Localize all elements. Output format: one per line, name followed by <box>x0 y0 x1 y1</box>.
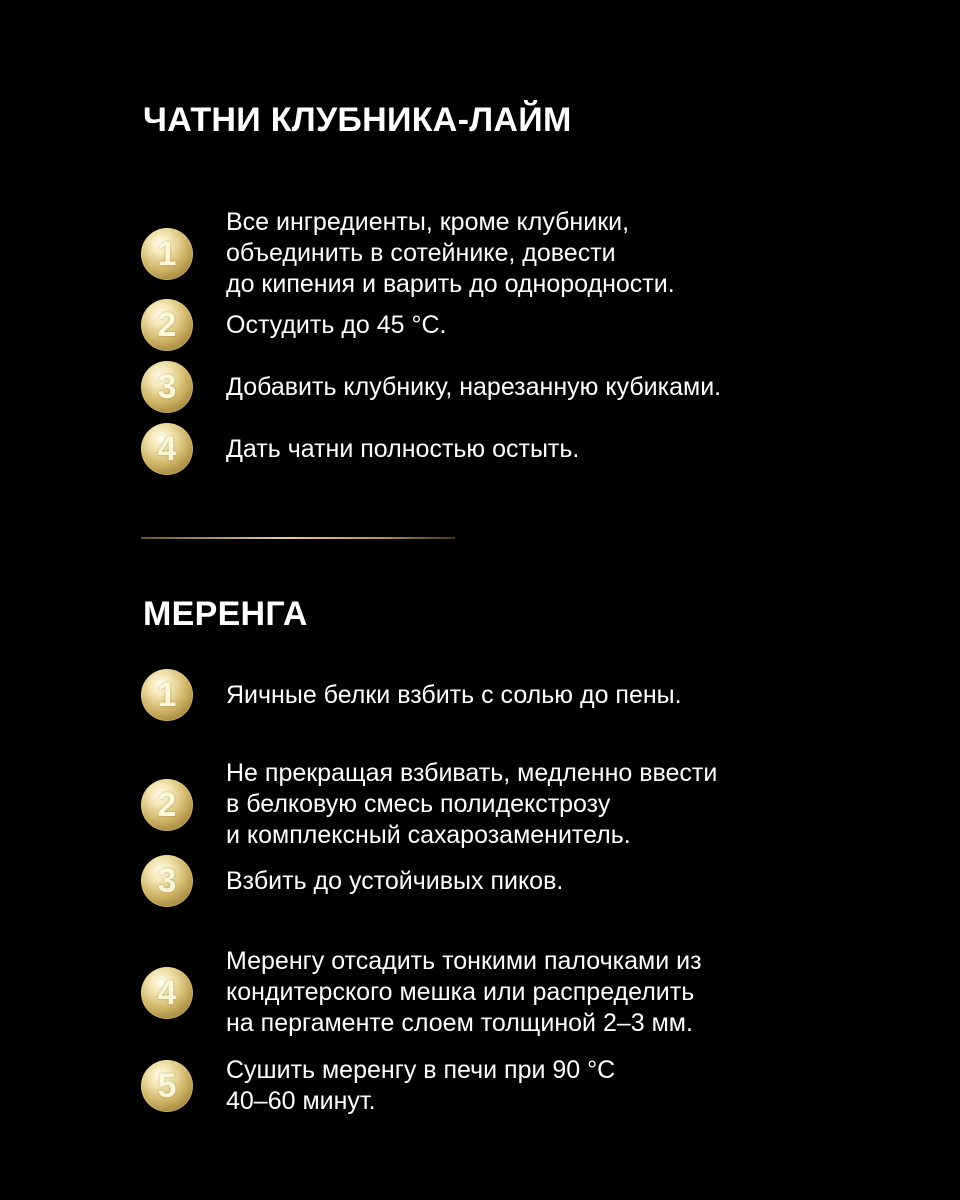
step-number-badge: 4 <box>141 423 193 475</box>
step-number-badge: 1 <box>141 669 193 721</box>
section-title-chutney: ЧАТНИ КЛУБНИКА-ЛАЙМ <box>143 101 572 139</box>
chutney-step-3 <box>141 361 821 413</box>
step-number-badge: 2 <box>141 779 193 831</box>
meringue-step-5 <box>141 1055 821 1117</box>
section-divider <box>141 537 455 539</box>
chutney-step-4 <box>141 423 821 475</box>
chutney-step-1 <box>141 207 821 300</box>
chutney-step-2 <box>141 299 821 351</box>
meringue-step-2 <box>141 758 821 851</box>
step-text: Сушить меренгу в печи при 90 °С 40–60 минут. <box>226 1056 616 1115</box>
step-text: Не прекращая взбивать, медленно ввести в белковую смесь полидекстрозу и комплексный сахарозаменитель. <box>226 759 718 849</box>
step-number-badge: 3 <box>141 361 193 413</box>
meringue-step-3 <box>141 855 821 907</box>
step-text: Остудить до 45 °С. <box>226 310 447 339</box>
step-text: Яичные белки взбить с солью до пены. <box>226 680 682 709</box>
meringue-step-4 <box>141 946 821 1039</box>
step-text: Взбить до устойчивых пиков. <box>226 866 564 895</box>
step-text: Все ингредиенты, кроме клубники, объединить в сотейнике, довести до кипения и варить до однородности. <box>226 208 675 298</box>
step-number-badge: 3 <box>141 855 193 907</box>
meringue-step-1 <box>141 669 821 721</box>
step-number-badge: 1 <box>141 228 193 280</box>
section-title-meringue: МЕРЕНГА <box>143 595 308 633</box>
step-number-badge: 4 <box>141 967 193 1019</box>
step-text: Добавить клубнику, нарезанную кубиками. <box>226 372 722 401</box>
step-text: Дать чатни полностью остыть. <box>226 434 580 463</box>
step-text: Меренгу отсадить тонкими палочками из кондитерского мешка или распределить на пергаменте слоем толщиной 2–3 мм. <box>226 947 702 1037</box>
step-number-badge: 5 <box>141 1060 193 1112</box>
step-number-badge: 2 <box>141 299 193 351</box>
